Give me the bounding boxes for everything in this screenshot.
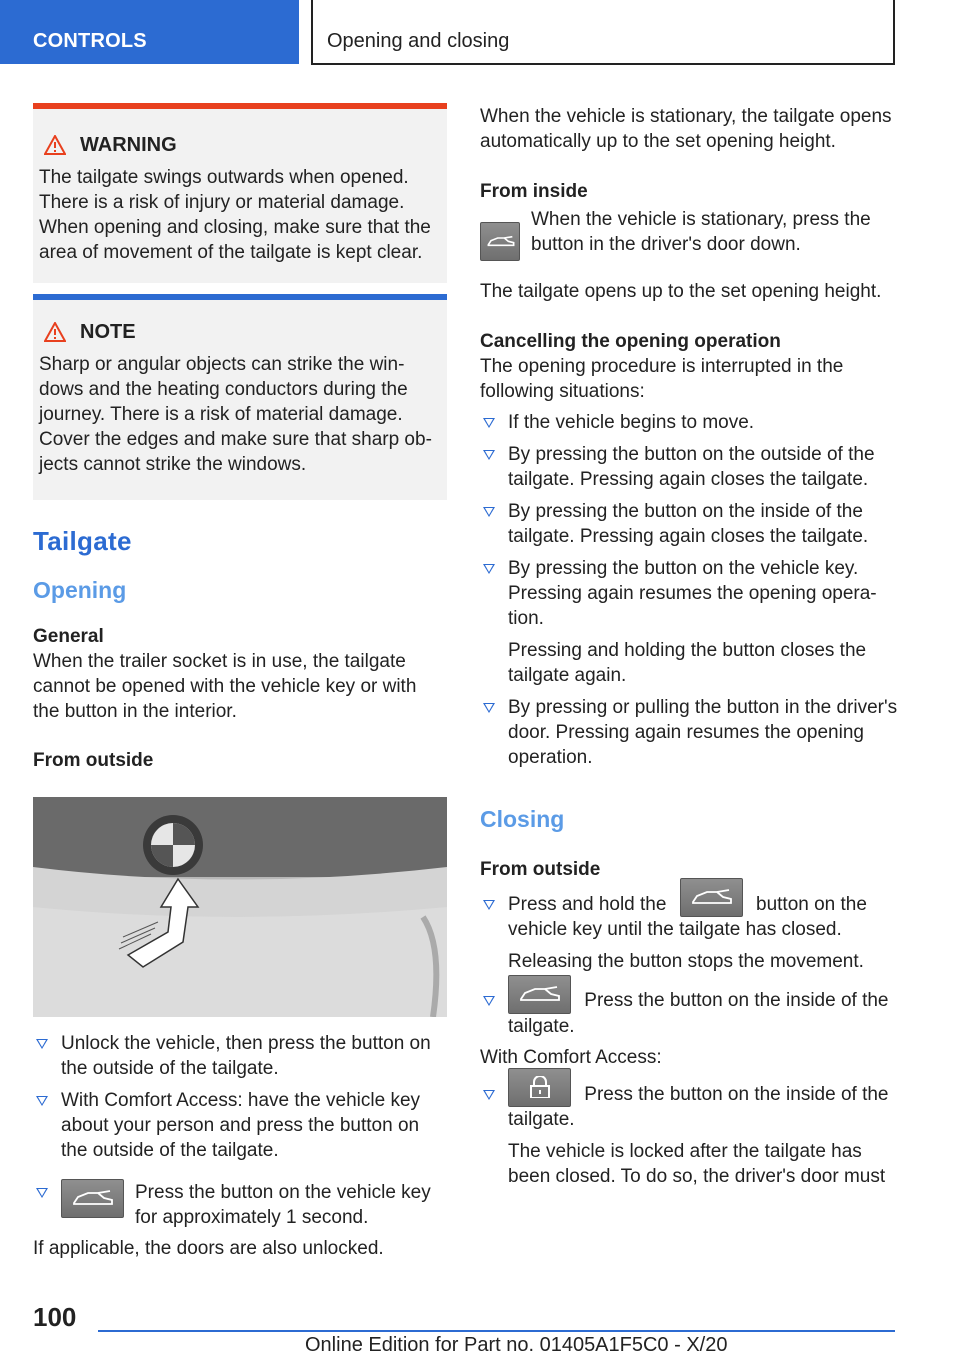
note-title-text: NOTE <box>80 320 136 343</box>
bullet-triangle-icon <box>483 996 495 1006</box>
note-triangle-icon <box>44 322 66 342</box>
note-box <box>33 294 447 500</box>
bullet-triangle-icon <box>483 703 495 713</box>
bullet-triangle-icon <box>483 900 495 910</box>
warning-triangle-icon <box>44 135 66 155</box>
comfort-bullet-list <box>480 1082 900 1189</box>
list-item: Press the button on the inside of the tailgate. The vehicle is locked after the tailgate has been closed. To do so, the driver's door must <box>480 1082 900 1189</box>
lock-icon <box>508 1068 571 1107</box>
bullet-triangle-icon <box>36 1188 48 1198</box>
bullet-triangle-icon <box>483 564 495 574</box>
header-section-tab <box>0 0 299 64</box>
bullet-triangle-icon <box>36 1039 48 1049</box>
closing-bullet-list <box>480 892 900 1039</box>
footer-edition: Online Edition for Part no. 01405A1F5C0 - X/20 <box>305 1334 728 1356</box>
left-column <box>33 103 447 1261</box>
heading-general: General <box>33 626 104 647</box>
bullet-triangle-icon <box>483 450 495 460</box>
header-chapter-tab <box>311 0 895 65</box>
list-item-extra: Releasing the button stops the movement. <box>508 951 864 973</box>
warning-title <box>44 133 441 157</box>
tailgate-illustration <box>33 797 447 1017</box>
comfort-access-text: With Comfort Access: <box>480 1046 662 1068</box>
heading-from-inside: From inside <box>480 181 588 202</box>
list-item: Press the button on the vehicle key for approximately 1 second. <box>33 1180 447 1230</box>
list-item-extra: The vehicle is locked after the tailgate has been closed. To do so, the driver's door must <box>508 1141 886 1188</box>
car-tailgate-icon <box>61 1179 124 1218</box>
list-item: By pressing the button on the outside of the tailgate. Pressing again closes the tailgate. <box>480 442 900 492</box>
warning-box <box>33 103 447 283</box>
note-text: Sharp or angular objects can strike the windows and the heating conductors during the journey. There is a risk of material damage. Cover the edges and make sure that sharp objects cannot strike the windows. <box>39 354 432 475</box>
car-tailgate-icon <box>480 222 520 261</box>
heading-opening: Opening <box>33 577 127 603</box>
cancel-text: The opening procedure is interrupted in the following situations: <box>480 356 844 402</box>
general-text: When the trailer socket is in use, the tailgate cannot be opened with the vehicle key or with the button in the interior. <box>33 651 417 722</box>
list-item: Press and hold the button on the vehicle key until the tailgate has closed. Releasing the button stops the movement. <box>480 892 900 974</box>
header-chapter-label: Opening and closing <box>327 30 510 52</box>
footer-rule <box>98 1330 895 1332</box>
list-item: Press the button on the inside of the tailgate. <box>480 988 900 1038</box>
bullet-triangle-icon <box>483 1090 495 1100</box>
heading-from-outside: From outside <box>33 750 154 771</box>
heading-tailgate: Tailgate <box>33 526 132 556</box>
warning-title-text: WARNING <box>80 133 177 156</box>
bullet-triangle-icon <box>483 418 495 428</box>
note-title <box>44 320 441 344</box>
inside-instruction <box>480 207 900 261</box>
header-section-label: CONTROLS <box>33 30 147 52</box>
heading-close-from-outside: From outside <box>480 859 601 880</box>
heading-closing: Closing <box>480 806 565 832</box>
bullet-triangle-icon <box>483 507 495 517</box>
list-item: By pressing or pulling the button in the driver's door. Pressing again resumes the opening operation. <box>480 695 900 770</box>
right-column <box>480 104 900 1189</box>
bullet-triangle-icon <box>36 1096 48 1106</box>
intro-text: When the vehicle is stationary, the tailgate opens automatically up to the set opening height. <box>480 106 892 152</box>
list-item: If the vehicle begins to move. <box>480 410 900 435</box>
opens-text: The tailgate opens up to the set opening height. <box>480 281 882 302</box>
list-item: Unlock the vehicle, then press the button on the outside of the tailgate. <box>33 1031 447 1081</box>
heading-cancel: Cancelling the opening operation <box>480 331 781 352</box>
list-item: With Comfort Access: have the vehicle key about your person and press the button on the outside of the tailgate. <box>33 1088 447 1163</box>
car-tailgate-icon <box>508 975 571 1014</box>
inside-text: When the vehicle is stationary, press the button in the driver's door down. <box>531 209 871 255</box>
page-number: 100 <box>33 1302 77 1332</box>
opening-bullet-list <box>33 1031 447 1230</box>
doors-unlocked-text: If applicable, the doors are also unlocked. <box>33 1238 384 1259</box>
tailgate-photo <box>33 797 447 1017</box>
warning-text: The tailgate swings outwards when opened. There is a risk of injury or material damage. When opening and closing, make sure that the area of movement of the tailgate is kept clear. <box>39 167 431 263</box>
list-item: By pressing the button on the vehicle key. Pressing again resumes the opening operation. Pressing and holding the button closes the tailgate again. <box>480 556 900 688</box>
list-item-extra: Pressing and holding the button closes the tailgate again. <box>508 640 867 686</box>
list-item: By pressing the button on the inside of the tailgate. Pressing again closes the tailgate. <box>480 499 900 549</box>
cancel-bullet-list <box>480 410 900 770</box>
car-tailgate-icon <box>680 878 743 917</box>
